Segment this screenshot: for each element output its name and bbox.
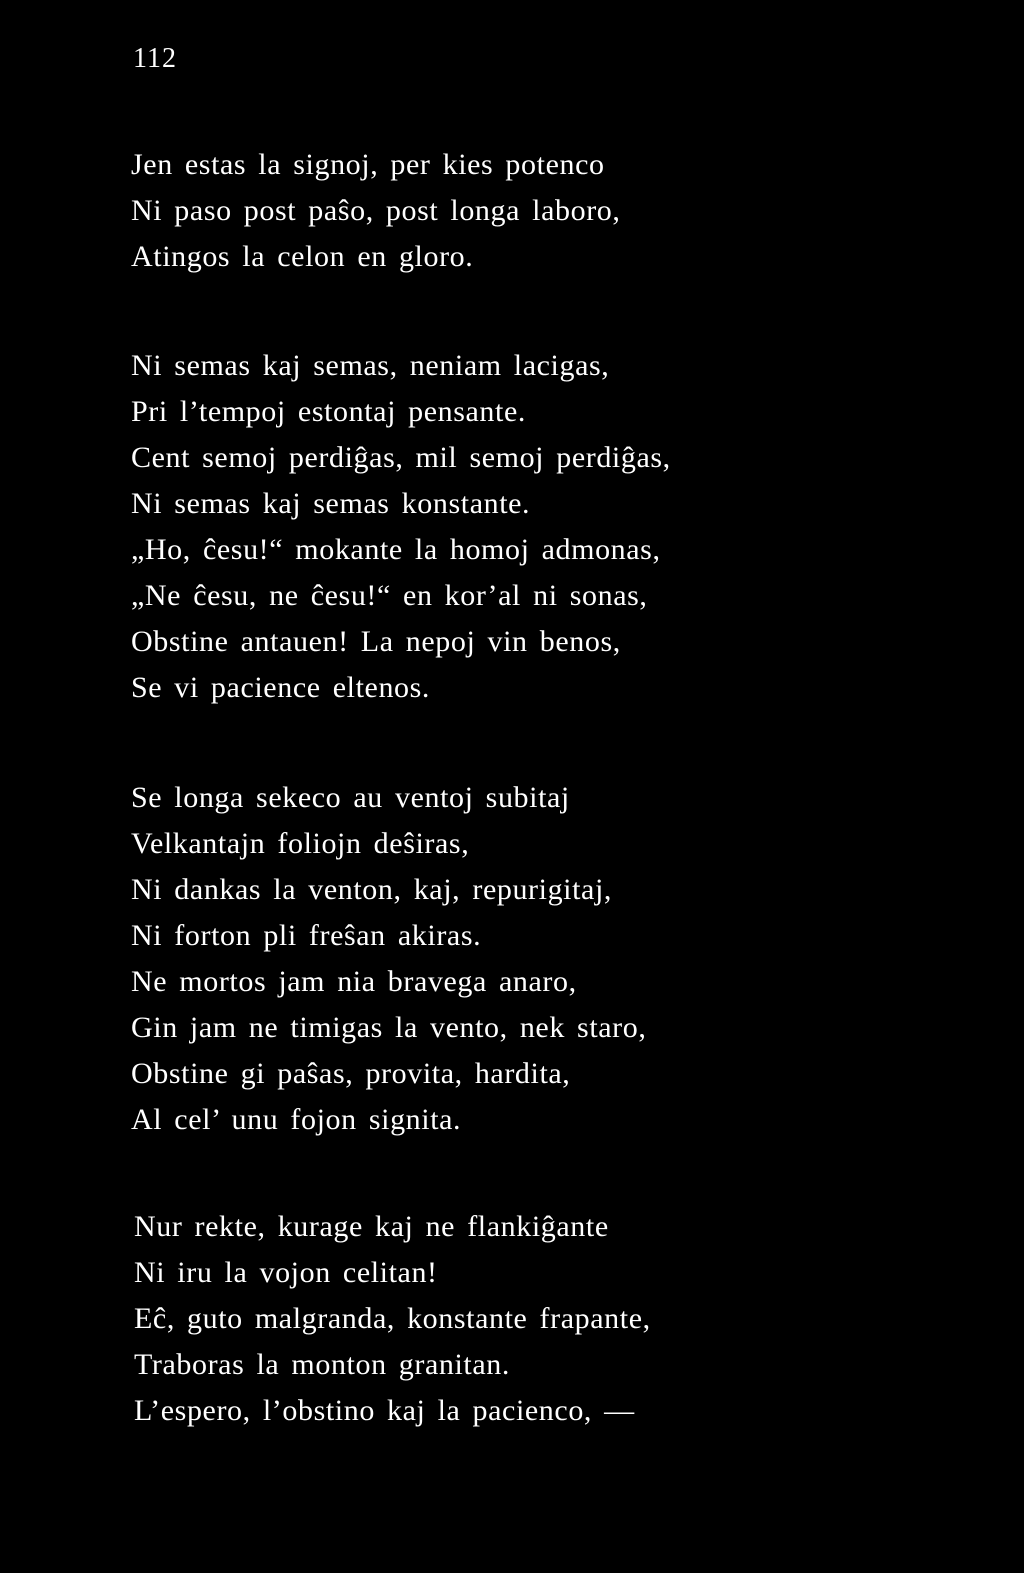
verse-line: Eĉ, guto malgranda, konstante frapante, xyxy=(134,1302,651,1335)
verse-line: Ni forton pli freŝan akiras. xyxy=(131,919,482,952)
verse-line: Ne mortos jam nia bravega anaro, xyxy=(131,965,577,998)
page-number: 112 xyxy=(133,43,177,74)
verse-line: Pri l’tempoj estontaj pensante. xyxy=(131,395,526,428)
verse-line: Ni semas kaj semas, neniam lacigas, xyxy=(131,349,610,382)
verse-line: L’espero, l’obstino kaj la pacienco, — xyxy=(134,1394,635,1427)
verse-line: Obstine gi paŝas, provita, hardita, xyxy=(131,1057,571,1090)
verse-line: Al cel’ unu fojon signita. xyxy=(131,1103,462,1136)
verse-line: Se longa sekeco au ventoj subitaj xyxy=(131,781,570,814)
verse-line: „Ho, ĉesu!“ mokante la homoj admonas, xyxy=(131,533,661,566)
verse-line: Cent semoj perdiĝas, mil semoj perdiĝas, xyxy=(131,441,671,474)
verse-line: Atingos la celon en gloro. xyxy=(131,240,474,273)
verse-line: Obstine antauen! La nepoj vin benos, xyxy=(131,625,621,658)
stanza-2 xyxy=(131,343,671,711)
verse-line: Ni dankas la venton, kaj, repurigitaj, xyxy=(131,873,613,906)
verse-line: Se vi pacience eltenos. xyxy=(131,671,431,704)
verse-line: Traboras la monton granitan. xyxy=(134,1348,510,1381)
verse-line: Velkantajn foliojn deŝiras, xyxy=(131,827,470,860)
stanza-3 xyxy=(131,775,646,1143)
verse-line: Ni paso post paŝo, post longa laboro, xyxy=(131,194,621,227)
verse-line: Ni iru la vojon celitan! xyxy=(134,1256,438,1289)
verse-line: Nur rekte, kurage kaj ne flankiĝante xyxy=(134,1210,609,1243)
verse-line: Gin jam ne timigas la vento, nek staro, xyxy=(131,1011,647,1044)
verse-line: Jen estas la signoj, per kies potenco xyxy=(131,148,605,181)
stanza-1 xyxy=(131,142,621,280)
verse-line: „Ne ĉesu, ne ĉesu!“ en kor’al ni sonas, xyxy=(131,579,648,612)
stanza-4 xyxy=(134,1204,651,1434)
verse-line: Ni semas kaj semas konstante. xyxy=(131,487,531,520)
